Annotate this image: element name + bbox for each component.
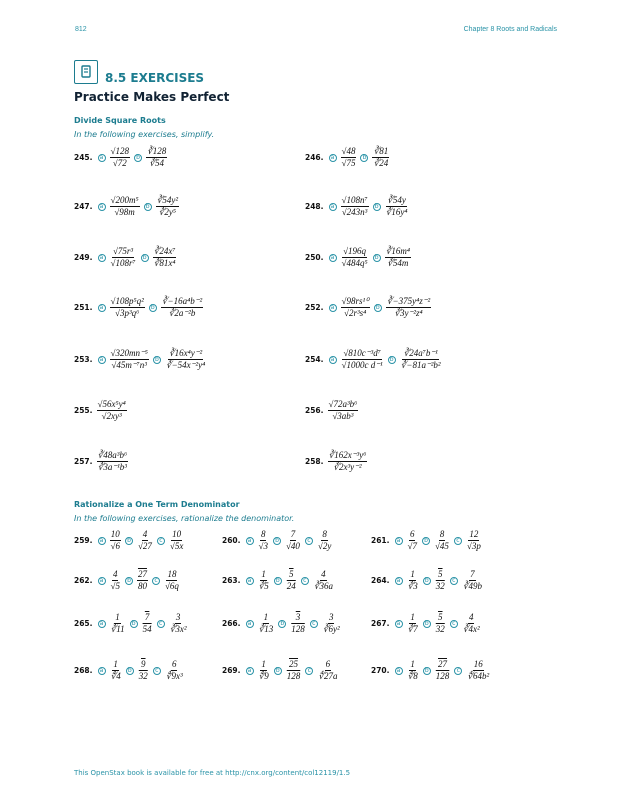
exercise-261 [371, 529, 482, 552]
label-b: b [422, 537, 430, 545]
label-a: a [329, 154, 337, 162]
label-b: b [360, 154, 368, 162]
exercise-258 [305, 450, 367, 473]
denominator: ∛5 [258, 581, 269, 591]
fraction [153, 246, 177, 269]
label-a: a [395, 577, 403, 585]
numerator: 1 [410, 569, 415, 579]
label-b: b [126, 667, 134, 675]
numerator: 3 [328, 612, 334, 622]
label-b: b [130, 620, 138, 628]
label-c: c [454, 537, 462, 545]
fraction [385, 195, 409, 218]
fraction [110, 146, 130, 169]
label-c: c [305, 667, 313, 675]
numerator: ∛−16a⁴b⁻² [161, 296, 203, 306]
fraction [110, 659, 122, 682]
denominator: ∛54 [149, 158, 164, 168]
label-b: b [423, 667, 431, 675]
exercise-number: 268. [74, 666, 93, 675]
fraction [435, 659, 451, 682]
fraction [313, 569, 334, 592]
label-c: c [157, 537, 165, 545]
denominator: √1000c d⁻¹ [341, 360, 383, 370]
fraction [258, 569, 270, 592]
label-c: c [454, 667, 462, 675]
denominator: √3 [258, 541, 268, 551]
fraction [110, 296, 145, 319]
denominator: ∛−54x⁻²y⁴ [165, 360, 206, 370]
label-c: c [301, 577, 309, 585]
chapter-title: Chapter 8 Roots and Radicals [463, 26, 557, 33]
fraction [286, 569, 297, 592]
group-instruction-rationalize: In the following exercises, rationalize the denominator. [74, 514, 295, 523]
numerator: √98rs¹⁰ [341, 296, 369, 306]
fraction [341, 348, 384, 371]
exercise-number: 252. [305, 303, 324, 312]
exercise-248 [305, 195, 408, 218]
denominator: √72 [112, 158, 127, 168]
numerator: √48 [341, 146, 356, 156]
numerator: 16 [473, 659, 483, 669]
label-b: b [423, 577, 431, 585]
exercise-number: 257. [74, 457, 93, 466]
fraction [386, 296, 431, 319]
exercise-number: 266. [222, 619, 241, 628]
numerator: ∛16m⁴ [385, 246, 410, 256]
fraction [341, 146, 357, 169]
label-a: a [246, 667, 254, 675]
denominator: ∛54m [387, 258, 409, 268]
fraction [466, 659, 490, 682]
denominator: ∛3y⁻²z⁴ [394, 308, 423, 318]
numerator: 3 [295, 612, 301, 622]
exercise-number: 253. [74, 355, 93, 364]
label-b: b [374, 304, 382, 312]
label-a: a [98, 577, 106, 585]
exercise-253 [74, 348, 206, 371]
label-b: b [388, 356, 396, 364]
exercise-265 [74, 612, 188, 635]
fraction [110, 529, 121, 552]
label-a: a [246, 537, 254, 545]
denominator: ∛16y⁴ [385, 207, 408, 217]
label-b: b [274, 667, 282, 675]
label-b: b [153, 356, 161, 364]
exercise-number: 245. [74, 153, 93, 162]
exercise-number: 265. [74, 619, 93, 628]
fraction [169, 612, 188, 635]
exercise-number: 247. [74, 202, 93, 211]
numerator: 4 [142, 529, 148, 539]
numerator: 27 [137, 569, 147, 579]
numerator: 8 [322, 529, 327, 539]
fraction [110, 195, 140, 218]
group-instruction-divide: In the following exercises, simplify. [74, 130, 215, 139]
exercise-number: 246. [305, 153, 324, 162]
numerator: 9 [141, 659, 146, 669]
numerator: 4 [321, 569, 326, 579]
denominator: ∛2a⁻²b [168, 308, 196, 318]
numerator: 25 [289, 659, 299, 669]
denominator: 128 [291, 624, 305, 634]
exercise-249 [74, 246, 176, 269]
exercise-number: 269. [222, 666, 241, 675]
denominator: ∛3x² [169, 624, 187, 634]
numerator: √56x⁵y⁴ [97, 399, 126, 409]
numerator: 6 [171, 659, 177, 669]
fraction [164, 569, 180, 592]
exercise-268 [74, 659, 184, 682]
label-a: a [98, 537, 106, 545]
exercise-number: 270. [371, 666, 390, 675]
numerator: 27 [438, 659, 448, 669]
numerator: √128 [110, 146, 129, 156]
label-b: b [273, 537, 281, 545]
denominator: √3p [466, 541, 481, 551]
denominator: √27 [137, 541, 152, 551]
exercise-256 [305, 399, 358, 422]
denominator: 32 [138, 671, 148, 681]
exercise-number: 255. [74, 406, 93, 415]
denominator: ∜4 [110, 671, 121, 681]
exercise-246 [305, 146, 389, 169]
fraction [165, 348, 206, 371]
exercise-number: 258. [305, 457, 324, 466]
denominator: 54 [142, 624, 152, 634]
numerator: 5 [438, 569, 443, 579]
exercise-number: 267. [371, 619, 390, 628]
numerator: 1 [261, 569, 266, 579]
label-c: c [305, 537, 313, 545]
group-heading-divide: Divide Square Roots [74, 116, 166, 125]
numerator: √108p⁵q² [110, 296, 144, 306]
label-a: a [98, 254, 106, 262]
exercise-267 [371, 612, 481, 635]
pencil-icon [80, 65, 92, 79]
label-b: b [144, 203, 152, 211]
denominator: ∛2y⁵ [158, 207, 176, 217]
numerator: 3 [175, 612, 181, 622]
exercise-250 [305, 246, 411, 269]
denominator: √3ab³ [332, 411, 354, 421]
label-c: c [310, 620, 318, 628]
exercise-number: 264. [371, 576, 390, 585]
numerator: 1 [113, 659, 118, 669]
fraction [258, 659, 270, 682]
label-c: c [153, 667, 161, 675]
exercise-254 [305, 348, 442, 371]
exercise-number: 248. [305, 202, 324, 211]
denominator: √108r⁷ [110, 258, 136, 268]
fraction [97, 399, 127, 422]
fraction [407, 529, 418, 552]
label-b: b [373, 254, 381, 262]
page-number: 812 [75, 26, 87, 33]
exercise-257 [74, 450, 128, 473]
fraction [435, 569, 446, 592]
footer-text: This OpenStax book is available for free at http://cnx.org/content/col12119/1.5 [74, 769, 351, 777]
denominator: ∛7 [407, 624, 418, 634]
label-c: c [450, 577, 458, 585]
numerator: 4 [112, 569, 118, 579]
fraction [110, 569, 121, 592]
denominator: √45 [434, 541, 449, 551]
numerator: ∛162x⁻³y⁶ [328, 450, 367, 460]
denominator: √243n³ [341, 207, 368, 217]
numerator: 7 [470, 569, 475, 579]
fraction [258, 612, 275, 635]
exercise-263 [222, 569, 334, 592]
fraction [341, 296, 370, 319]
denominator: 32 [435, 624, 445, 634]
fraction [286, 659, 302, 682]
fraction [328, 450, 368, 473]
numerator: √320mn⁻⁵ [110, 348, 148, 358]
numerator: ∛48a³b⁶ [97, 450, 128, 460]
exercise-number: 249. [74, 253, 93, 262]
numerator: ∛24a⁷b⁻¹ [403, 348, 438, 358]
numerator: ∛128 [146, 146, 167, 156]
exercise-number: 251. [74, 303, 93, 312]
exercise-number: 259. [74, 536, 93, 545]
numerator: 7 [290, 529, 296, 539]
label-a: a [98, 356, 106, 364]
numerator: 8 [439, 529, 445, 539]
numerator: 10 [110, 529, 120, 539]
numerator: 10 [172, 529, 182, 539]
label-a: a [329, 254, 337, 262]
exercise-number: 256. [305, 406, 324, 415]
numerator: 4 [468, 612, 474, 622]
numerator: 5 [438, 612, 443, 622]
numerator: √810c⁻³d⁷ [343, 348, 381, 358]
label-a: a [98, 620, 106, 628]
exercise-264 [371, 569, 483, 592]
denominator: ∜64b² [467, 671, 490, 681]
group-heading-rationalize: Rationalize a One Term Denominator [74, 500, 240, 509]
denominator: ∜27a [318, 671, 338, 681]
numerator: 7 [144, 612, 150, 622]
denominator: √5 [110, 581, 120, 591]
exercises-logo [74, 60, 98, 84]
denominator: 128 [286, 671, 301, 681]
fraction [146, 146, 167, 169]
numerator: ∛−375y⁴z⁻² [386, 296, 431, 306]
label-b: b [278, 620, 286, 628]
fraction [285, 529, 301, 552]
numerator: 5 [289, 569, 294, 579]
numerator: 1 [410, 659, 415, 669]
exercise-266 [222, 612, 341, 635]
numerator: √72a³b⁶ [328, 399, 358, 409]
exercise-number: 263. [222, 576, 241, 585]
denominator: 128 [435, 671, 450, 681]
numerator: 6 [325, 659, 331, 669]
exercise-260 [222, 529, 332, 552]
denominator: √2xy³ [101, 411, 122, 421]
fraction [258, 529, 269, 552]
numerator: ∛81 [373, 146, 389, 156]
numerator: 12 [469, 529, 479, 539]
denominator: √5x [169, 541, 184, 551]
fraction [110, 612, 126, 635]
exercise-270 [371, 659, 490, 682]
fraction [137, 569, 148, 592]
denominator: ∛49b [462, 581, 483, 591]
label-a: a [98, 203, 106, 211]
exercise-252 [305, 296, 431, 319]
denominator: √75 [341, 158, 356, 168]
fraction [341, 246, 369, 269]
fraction [466, 529, 482, 552]
denominator: ∛11 [110, 624, 125, 634]
numerator: 18 [167, 569, 177, 579]
fraction [407, 569, 419, 592]
numerator: 1 [410, 612, 415, 622]
denominator: ∜9 [258, 671, 269, 681]
exercise-269 [222, 659, 339, 682]
fraction [407, 659, 419, 682]
label-a: a [246, 577, 254, 585]
fraction [434, 529, 450, 552]
exercise-247 [74, 195, 179, 218]
fraction [138, 659, 149, 682]
denominator: ∛13 [258, 624, 274, 634]
label-a: a [395, 620, 403, 628]
denominator: √40 [285, 541, 300, 551]
denominator: 24 [286, 581, 296, 591]
label-a: a [329, 304, 337, 312]
denominator: ∛81x⁴ [153, 258, 176, 268]
label-a: a [395, 537, 403, 545]
fraction [161, 296, 203, 319]
exercise-245 [74, 146, 167, 169]
denominator: √3p³q⁶ [115, 308, 140, 318]
denominator: ∛24 [373, 158, 389, 168]
exercise-number: 254. [305, 355, 324, 364]
denominator: ∜8 [407, 671, 418, 681]
denominator: ∛3 [407, 581, 418, 591]
denominator: √6q [164, 581, 179, 591]
numerator: ∛54y² [156, 195, 179, 205]
label-a: a [329, 356, 337, 364]
numerator: √108n⁷ [341, 195, 368, 205]
fraction [322, 612, 341, 635]
exercise-259 [74, 529, 184, 552]
denominator: √6 [110, 541, 120, 551]
denominator: √98m [114, 207, 135, 217]
denominator: ∛4x² [462, 624, 480, 634]
label-a: a [98, 667, 106, 675]
subsection-title: Practice Makes Perfect [74, 90, 230, 104]
fraction [169, 529, 184, 552]
fraction [317, 529, 332, 552]
label-b: b [134, 154, 142, 162]
denominator: √484q⁵ [341, 258, 368, 268]
numerator: 1 [261, 659, 266, 669]
fraction [97, 450, 129, 473]
numerator: √196q [343, 246, 367, 256]
denominator: √2y [317, 541, 332, 551]
label-b: b [274, 577, 282, 585]
numerator: 6 [409, 529, 415, 539]
fraction [407, 612, 419, 635]
fraction [462, 569, 483, 592]
fraction [137, 529, 153, 552]
label-b: b [141, 254, 149, 262]
fraction [317, 659, 338, 682]
exercise-number: 262. [74, 576, 93, 585]
denominator: 32 [435, 581, 445, 591]
label-b: b [125, 577, 133, 585]
fraction [142, 612, 153, 635]
fraction [110, 348, 149, 371]
label-b: b [149, 304, 157, 312]
label-c: c [450, 620, 458, 628]
label-a: a [98, 304, 106, 312]
label-b: b [423, 620, 431, 628]
label-a: a [98, 154, 106, 162]
fraction [372, 146, 389, 169]
label-c: c [157, 620, 165, 628]
numerator: ∛54y [387, 195, 406, 205]
exercise-262 [74, 569, 180, 592]
exercise-number: 261. [371, 536, 390, 545]
numerator: ∛16x⁴y⁻² [168, 348, 203, 358]
denominator: 80 [137, 581, 147, 591]
exercise-251 [74, 296, 203, 319]
numerator: 1 [263, 612, 269, 622]
label-b: b [125, 537, 133, 545]
denominator: ∛36a [313, 581, 334, 591]
numerator: 1 [115, 612, 120, 622]
numerator: √200m⁵ [110, 195, 139, 205]
label-a: a [246, 620, 254, 628]
fraction [435, 612, 446, 635]
section-title: 8.5 EXERCISES [105, 71, 205, 85]
label-a: a [395, 667, 403, 675]
numerator: ∛24x⁷ [153, 246, 176, 256]
exercise-number: 260. [222, 536, 241, 545]
fraction [290, 612, 306, 635]
denominator: ∜9x³ [165, 671, 183, 681]
exercise-number: 250. [305, 253, 324, 262]
denominator: √7 [407, 541, 417, 551]
denominator: √45m⁻⁷n³ [111, 360, 147, 370]
fraction [462, 612, 481, 635]
label-b: b [373, 203, 381, 211]
denominator: ∛6y² [322, 624, 340, 634]
denominator: √2r³s⁴ [344, 308, 367, 318]
numerator: √75r³ [112, 246, 134, 256]
denominator: ∛2x³y⁻² [333, 462, 362, 472]
fraction [110, 246, 137, 269]
fraction [165, 659, 184, 682]
fraction [328, 399, 359, 422]
fraction [385, 246, 411, 269]
fraction [156, 195, 179, 218]
exercise-255 [74, 399, 127, 422]
fraction [400, 348, 442, 371]
label-a: a [329, 203, 337, 211]
fraction [341, 195, 369, 218]
label-c: c [152, 577, 160, 585]
denominator: ∛−81a⁻²b² [400, 360, 441, 370]
denominator: ∛3a⁻¹b³ [97, 462, 127, 472]
numerator: 8 [260, 529, 266, 539]
